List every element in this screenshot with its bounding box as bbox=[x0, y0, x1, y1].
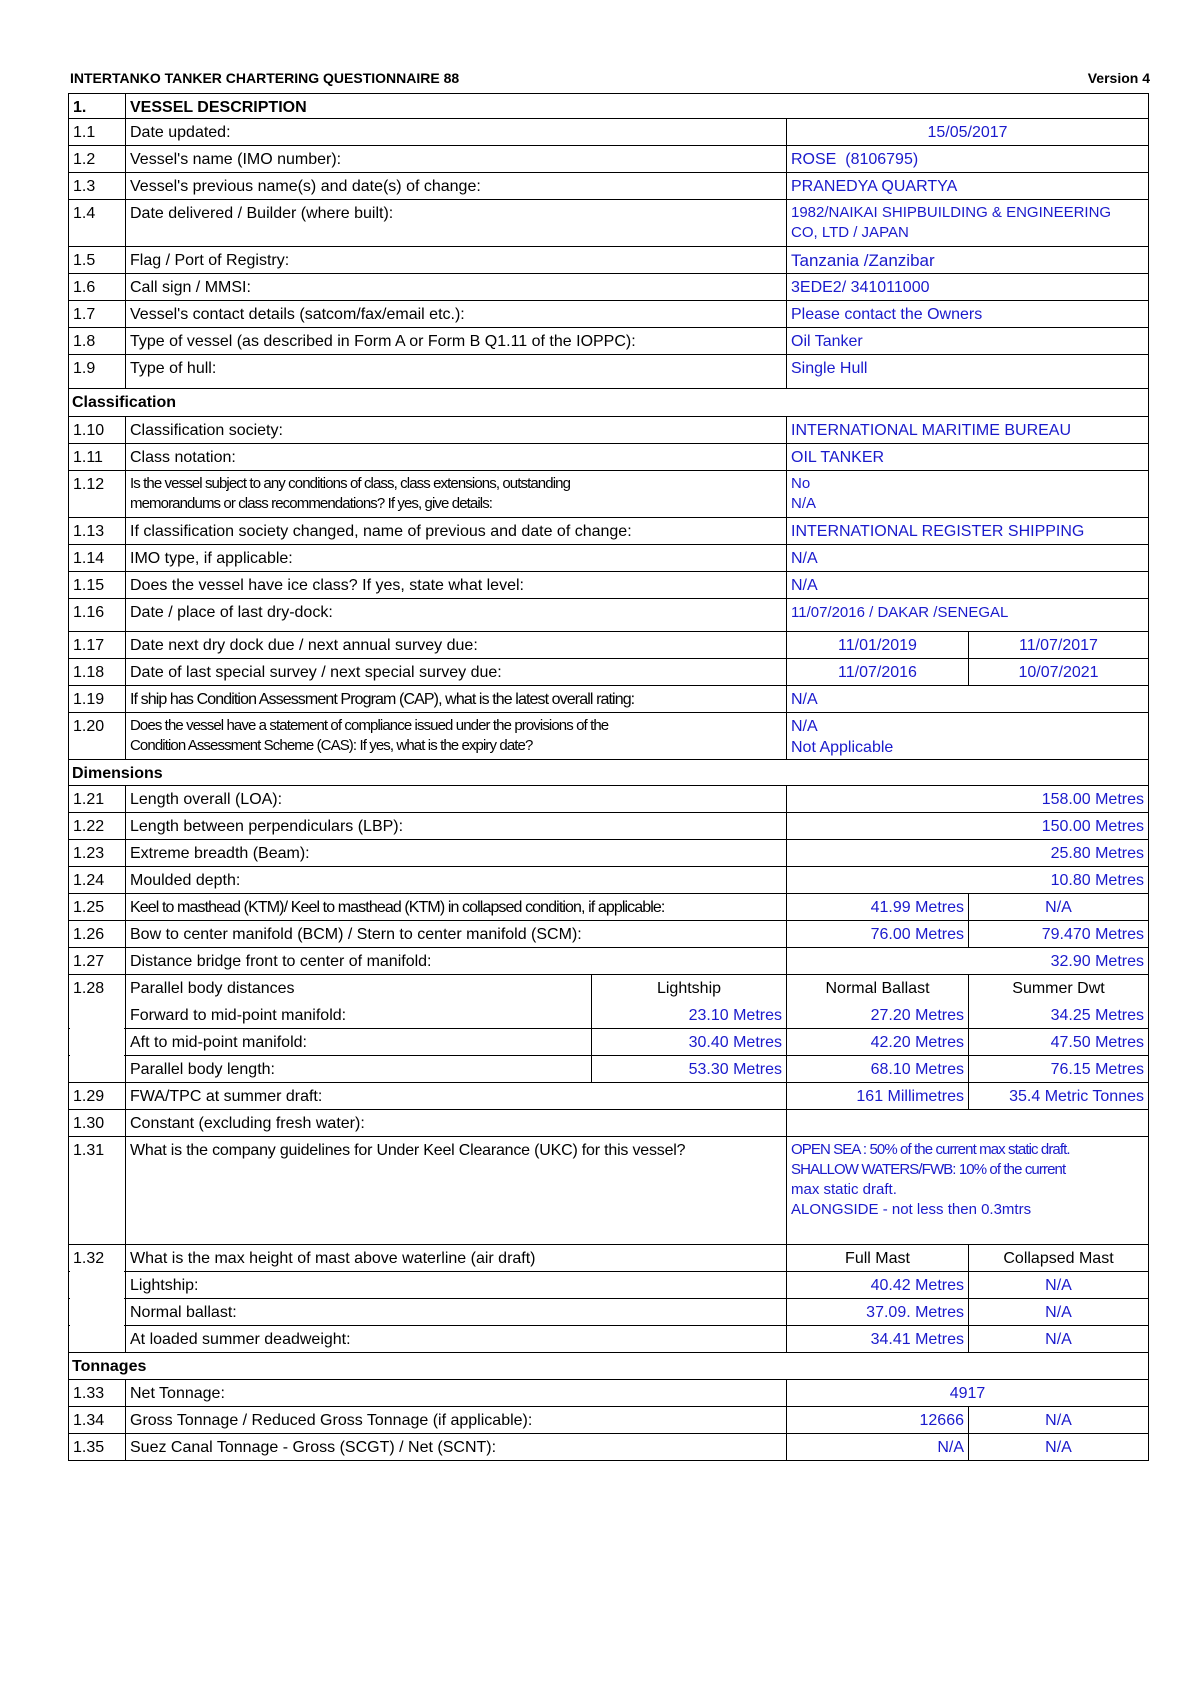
answer-previous-class: INTERNATIONAL REGISTER SHIPPING bbox=[786, 518, 1148, 544]
value-collapsed-mast: N/A bbox=[968, 1299, 1148, 1325]
row-number: 1.18 bbox=[73, 664, 105, 681]
answer-lbp: 150.00 Metres bbox=[786, 813, 1148, 839]
value-summer-dwt: 34.25 Metres bbox=[968, 1002, 1148, 1028]
row-number: 1.15 bbox=[73, 577, 105, 594]
row-number: 1.8 bbox=[73, 333, 96, 350]
questionnaire-table bbox=[68, 93, 1149, 1461]
row-air-draft-lightship bbox=[68, 1272, 1149, 1299]
question-label: Bow to center manifold (BCM) / Stern to center manifold (SCM): bbox=[125, 921, 786, 947]
question-label: Vessel's name (IMO number): bbox=[125, 146, 786, 172]
value-summer-dwt: 47.50 Metres bbox=[968, 1029, 1148, 1055]
row-1-13 bbox=[68, 518, 1149, 545]
answer-next-drydock: 11/01/2019 bbox=[786, 632, 968, 658]
column-header-collapsed-mast: Collapsed Mast bbox=[968, 1245, 1148, 1271]
section-title: VESSEL DESCRIPTION bbox=[125, 94, 1148, 118]
question-label: Extreme breadth (Beam): bbox=[125, 840, 786, 866]
question-line: Does the vessel have a statement of compliance issued under the provisions of the bbox=[130, 717, 609, 734]
row-1-1 bbox=[68, 119, 1149, 146]
row-1-34 bbox=[68, 1407, 1149, 1434]
value-normal-ballast: 27.20 Metres bbox=[786, 1002, 968, 1028]
row-aft-to-manifold bbox=[68, 1029, 1149, 1056]
row-1-4 bbox=[68, 200, 1149, 247]
answer-beam: 25.80 Metres bbox=[786, 840, 1148, 866]
answer-net-tonnage: 4917 bbox=[786, 1380, 1148, 1406]
value-normal-ballast: 68.10 Metres bbox=[786, 1056, 968, 1082]
row-1-33 bbox=[68, 1380, 1149, 1407]
answer-scnt: N/A bbox=[968, 1434, 1148, 1460]
column-header-lightship: Lightship bbox=[591, 975, 786, 1002]
question-label bbox=[125, 471, 786, 517]
row-1-24 bbox=[68, 867, 1149, 894]
row-1-30 bbox=[68, 1110, 1149, 1137]
row-1-32-header bbox=[68, 1245, 1149, 1272]
row-number: 1.9 bbox=[73, 360, 96, 377]
answer-next-annual-survey: 11/07/2017 bbox=[968, 632, 1148, 658]
answer-last-special-survey: 11/07/2016 bbox=[786, 659, 968, 685]
row-air-draft-ballast bbox=[68, 1299, 1149, 1326]
value-collapsed-mast: N/A bbox=[968, 1326, 1148, 1352]
answer-constant bbox=[786, 1110, 1148, 1136]
answer-cap-rating: N/A bbox=[786, 686, 1148, 712]
value-collapsed-mast: N/A bbox=[968, 1272, 1148, 1298]
section-header-vessel-description bbox=[68, 93, 1149, 119]
row-1-27 bbox=[68, 948, 1149, 975]
question-label: IMO type, if applicable: bbox=[125, 545, 786, 571]
answer-line: No bbox=[791, 475, 811, 492]
answer-class-conditions bbox=[786, 471, 1148, 517]
answer-hull-type: Single Hull bbox=[786, 355, 1148, 388]
merged-number-cell-mask bbox=[70, 1269, 124, 1348]
row-1-22 bbox=[68, 813, 1149, 840]
row-number: 1.28 bbox=[73, 980, 105, 997]
row-number: 1.17 bbox=[73, 637, 105, 654]
row-1-19 bbox=[68, 686, 1149, 713]
answer-line: max static draft. bbox=[791, 1181, 897, 1198]
question-label: Lightship: bbox=[125, 1272, 786, 1298]
answer-flag: Tanzania /Zanzibar bbox=[786, 247, 1148, 273]
question-label: Aft to mid-point manifold: bbox=[125, 1029, 591, 1055]
question-label: Type of hull: bbox=[125, 355, 786, 388]
question-label: What is the company guidelines for Under Keel Clearance (UKC) for this vessel? bbox=[125, 1137, 786, 1244]
row-number: 1.21 bbox=[73, 791, 105, 808]
merged-number-cell-mask bbox=[70, 1001, 124, 1080]
section-number: 1. bbox=[73, 99, 87, 116]
row-1-5 bbox=[68, 247, 1149, 274]
row-number: 1.16 bbox=[73, 604, 105, 621]
row-1-6 bbox=[68, 274, 1149, 301]
question-label: Date delivered / Builder (where built): bbox=[125, 200, 786, 246]
row-1-26 bbox=[68, 921, 1149, 948]
row-number: 1.1 bbox=[73, 124, 96, 141]
row-1-7 bbox=[68, 301, 1149, 328]
question-line: Is the vessel subject to any conditions of class, class extensions, outstanding bbox=[130, 475, 571, 492]
value-full-mast: 34.41 Metres bbox=[786, 1326, 968, 1352]
answer-fwa: 161 Millimetres bbox=[786, 1083, 968, 1109]
question-label: Normal ballast: bbox=[125, 1299, 786, 1325]
answer-builder bbox=[786, 200, 1148, 246]
question-label: Length overall (LOA): bbox=[125, 786, 786, 812]
question-label: Date updated: bbox=[125, 119, 786, 145]
row-1-2 bbox=[68, 146, 1149, 173]
row-number: 1.14 bbox=[73, 550, 105, 567]
row-1-11 bbox=[68, 444, 1149, 471]
section-header-tonnages bbox=[68, 1353, 1149, 1380]
question-label: Constant (excluding fresh water): bbox=[125, 1110, 786, 1136]
question-label: Class notation: bbox=[125, 444, 786, 470]
answer-moulded-depth: 10.80 Metres bbox=[786, 867, 1148, 893]
row-number: 1.29 bbox=[73, 1088, 105, 1105]
question-label: Forward to mid-point manifold: bbox=[125, 1002, 591, 1028]
question-label: What is the max height of mast above waterline (air draft) bbox=[125, 1245, 786, 1271]
question-label: Date of last special survey / next special survey due: bbox=[125, 659, 786, 685]
row-1-17 bbox=[68, 632, 1149, 659]
answer-class-society: INTERNATIONAL MARITIME BUREAU bbox=[786, 417, 1148, 443]
question-label: Parallel body length: bbox=[125, 1056, 591, 1082]
row-forward-to-manifold bbox=[68, 1002, 1149, 1029]
answer-line: N/A bbox=[791, 495, 817, 512]
value-lightship: 53.30 Metres bbox=[591, 1056, 786, 1082]
row-1-23 bbox=[68, 840, 1149, 867]
row-1-10 bbox=[68, 417, 1149, 444]
row-number: 1.10 bbox=[73, 422, 105, 439]
row-number: 1.20 bbox=[73, 718, 105, 735]
question-label: Flag / Port of Registry: bbox=[125, 247, 786, 273]
question-label: Distance bridge front to center of manifold: bbox=[125, 948, 786, 974]
question-label: If classification society changed, name of previous and date of change: bbox=[125, 518, 786, 544]
answer-ktm-collapsed: N/A bbox=[968, 894, 1148, 920]
row-number: 1.23 bbox=[73, 845, 105, 862]
air-draft-group bbox=[68, 1245, 1149, 1353]
row-number: 1.7 bbox=[73, 306, 96, 323]
value-full-mast: 40.42 Metres bbox=[786, 1272, 968, 1298]
row-1-14 bbox=[68, 545, 1149, 572]
section-header-dimensions bbox=[68, 760, 1149, 786]
row-1-21 bbox=[68, 786, 1149, 813]
row-number: 1.4 bbox=[73, 205, 96, 222]
answer-bridge-to-manifold: 32.90 Metres bbox=[786, 948, 1148, 974]
answer-line: SHALLOW WATERS/FWB: 10% of the current bbox=[791, 1161, 1066, 1178]
row-1-29 bbox=[68, 1083, 1149, 1110]
question-label: Gross Tonnage / Reduced Gross Tonnage (if applicable): bbox=[125, 1407, 786, 1433]
question-label: FWA/TPC at summer draft: bbox=[125, 1083, 786, 1109]
row-1-18 bbox=[68, 659, 1149, 686]
row-1-8 bbox=[68, 328, 1149, 355]
value-summer-dwt: 76.15 Metres bbox=[968, 1056, 1148, 1082]
question-label: Call sign / MMSI: bbox=[125, 274, 786, 300]
row-1-31 bbox=[68, 1137, 1149, 1245]
row-1-15 bbox=[68, 572, 1149, 599]
question-label: Moulded depth: bbox=[125, 867, 786, 893]
row-number: 1.24 bbox=[73, 872, 105, 889]
row-number: 1.19 bbox=[73, 691, 105, 708]
question-label: Date / place of last dry-dock: bbox=[125, 599, 786, 631]
row-1-12 bbox=[68, 471, 1149, 518]
section-title: Classification bbox=[72, 394, 177, 411]
answer-gross-tonnage: 12666 bbox=[786, 1407, 968, 1433]
question-label: Parallel body distances bbox=[125, 975, 591, 1002]
answer-previous-name: PRANEDYA QUARTYA bbox=[786, 173, 1148, 199]
question-line: memorandums or class recommendations? If yes, give details: bbox=[130, 495, 493, 512]
row-1-35 bbox=[68, 1434, 1149, 1461]
question-label: Vessel's previous name(s) and date(s) of change: bbox=[125, 173, 786, 199]
column-header-summer-dwt: Summer Dwt bbox=[968, 975, 1148, 1002]
section-title: Dimensions bbox=[72, 765, 163, 782]
row-number: 1.5 bbox=[73, 252, 96, 269]
answer-call-sign: 3EDE2/ 341011000 bbox=[786, 274, 1148, 300]
row-number: 1.2 bbox=[73, 151, 96, 168]
version-label: Version 4 bbox=[1087, 70, 1150, 86]
question-line: Condition Assessment Scheme (CAS): If yes, what is the expiry date? bbox=[130, 737, 533, 754]
answer-loa: 158.00 Metres bbox=[786, 786, 1148, 812]
answer-vessel-type: Oil Tanker bbox=[786, 328, 1148, 354]
row-number: 1.32 bbox=[73, 1250, 105, 1267]
row-1-9 bbox=[68, 355, 1149, 389]
row-number: 1.13 bbox=[73, 523, 105, 540]
row-number: 1.22 bbox=[73, 818, 105, 835]
column-header-normal-ballast: Normal Ballast bbox=[786, 975, 968, 1002]
row-number: 1.34 bbox=[73, 1412, 105, 1429]
question-label: At loaded summer deadweight: bbox=[125, 1326, 786, 1352]
row-number: 1.25 bbox=[73, 899, 105, 916]
answer-next-special-survey: 10/07/2021 bbox=[968, 659, 1148, 685]
row-number: 1.30 bbox=[73, 1115, 105, 1132]
page-header bbox=[70, 70, 1150, 90]
answer-line: N/A bbox=[791, 718, 818, 735]
row-number: 1.33 bbox=[73, 1385, 105, 1402]
question-label: Type of vessel (as described in Form A or Form B Q1.11 of the IOPPC): bbox=[125, 328, 786, 354]
answer-ukc-guidelines bbox=[786, 1137, 1148, 1244]
row-1-25 bbox=[68, 894, 1149, 921]
value-lightship: 23.10 Metres bbox=[591, 1002, 786, 1028]
answer-line: CO, LTD / JAPAN bbox=[791, 224, 909, 241]
answer-line: OPEN SEA : 50% of the current max static draft. bbox=[791, 1141, 1070, 1158]
answer-reduced-gross-tonnage: N/A bbox=[968, 1407, 1148, 1433]
row-number: 1.11 bbox=[73, 449, 103, 466]
answer-scm: 79.470 Metres bbox=[968, 921, 1148, 947]
answer-line: ALONGSIDE - not less then 0.3mtrs bbox=[791, 1201, 1032, 1218]
answer-date-updated: 15/05/2017 bbox=[786, 119, 1148, 145]
answer-scgt: N/A bbox=[786, 1434, 968, 1460]
document-title: INTERTANKO TANKER CHARTERING QUESTIONNAIRE 88 bbox=[70, 70, 460, 86]
row-number: 1.3 bbox=[73, 178, 96, 195]
row-parallel-body-length bbox=[68, 1056, 1149, 1083]
answer-vessel-name: ROSE (8106795) bbox=[786, 146, 1148, 172]
row-1-28-header bbox=[68, 975, 1149, 1002]
row-air-draft-loaded bbox=[68, 1326, 1149, 1353]
row-number: 1.6 bbox=[73, 279, 96, 296]
question-label: Classification society: bbox=[125, 417, 786, 443]
answer-line: Not Applicable bbox=[791, 739, 894, 756]
answer-class-notation: OIL TANKER bbox=[786, 444, 1148, 470]
answer-last-drydock: 11/07/2016 / DAKAR /SENEGAL bbox=[786, 599, 1148, 631]
question-label: Suez Canal Tonnage - Gross (SCGT) / Net (SCNT): bbox=[125, 1434, 786, 1460]
row-1-16 bbox=[68, 599, 1149, 632]
row-1-3 bbox=[68, 173, 1149, 200]
answer-contact-details: Please contact the Owners bbox=[786, 301, 1148, 327]
answer-ktm: 41.99 Metres bbox=[786, 894, 968, 920]
row-number: 1.26 bbox=[73, 926, 105, 943]
question-label: Date next dry dock due / next annual survey due: bbox=[125, 632, 786, 658]
answer-imo-type: N/A bbox=[786, 545, 1148, 571]
answer-tpc: 35.4 Metric Tonnes bbox=[968, 1083, 1148, 1109]
answer-bcm: 76.00 Metres bbox=[786, 921, 968, 947]
question-label: If ship has Condition Assessment Program (CAP), what is the latest overall rating: bbox=[125, 686, 786, 712]
row-1-20 bbox=[68, 713, 1149, 760]
answer-cas-statement bbox=[786, 713, 1148, 759]
question-label: Net Tonnage: bbox=[125, 1380, 786, 1406]
parallel-body-group bbox=[68, 1002, 1149, 1083]
question-label: Length between perpendiculars (LBP): bbox=[125, 813, 786, 839]
section-title: Tonnages bbox=[72, 1358, 147, 1375]
value-full-mast: 37.09. Metres bbox=[786, 1299, 968, 1325]
section-header-classification bbox=[68, 389, 1149, 417]
row-number: 1.35 bbox=[73, 1439, 105, 1456]
row-number: 1.31 bbox=[73, 1142, 105, 1159]
question-label: Vessel's contact details (satcom/fax/email etc.): bbox=[125, 301, 786, 327]
question-label: Keel to masthead (KTM)/ Keel to masthead (KTM) in collapsed condition, if applicable: bbox=[125, 894, 786, 920]
question-label: Does the vessel have ice class? If yes, state what level: bbox=[125, 572, 786, 598]
value-normal-ballast: 42.20 Metres bbox=[786, 1029, 968, 1055]
row-number: 1.12 bbox=[73, 476, 105, 493]
question-label bbox=[125, 713, 786, 759]
answer-ice-class: N/A bbox=[786, 572, 1148, 598]
row-number: 1.27 bbox=[73, 953, 105, 970]
column-header-full-mast: Full Mast bbox=[786, 1245, 968, 1271]
answer-line: 1982/NAIKAI SHIPBUILDING & ENGINEERING bbox=[791, 204, 1112, 221]
value-lightship: 30.40 Metres bbox=[591, 1029, 786, 1055]
